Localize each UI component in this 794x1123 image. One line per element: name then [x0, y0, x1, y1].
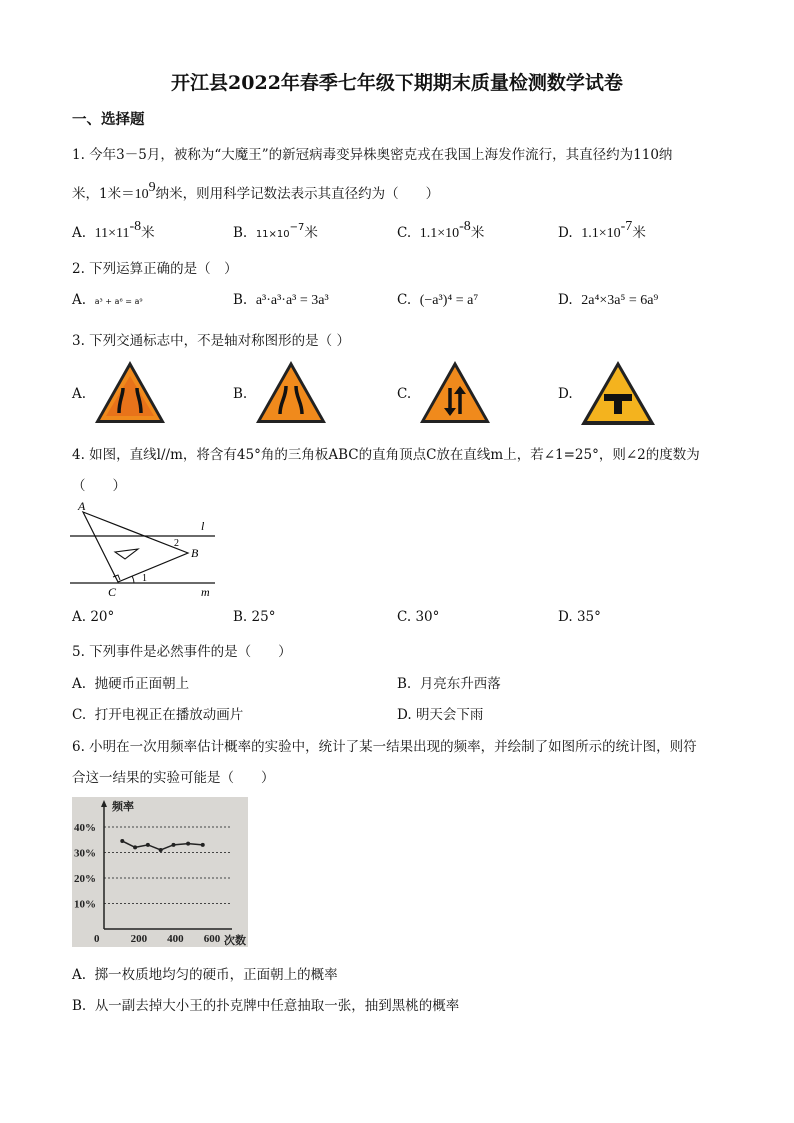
q5-option-d[interactable]: D. 明天会下雨	[397, 707, 484, 723]
y-axis-label: 频率	[112, 801, 134, 813]
data-point	[201, 843, 205, 847]
question-1-line-1: 1. 今年3－5月，被称为“大魔王”的新冠病毒变异株奥密克戎在我国上海发作流行，其直径约为110纳	[72, 147, 673, 163]
q2-option-b[interactable]: B. a³·a³·a³ = 3a³	[233, 292, 329, 308]
label-c: C	[108, 585, 117, 599]
q6-option-b[interactable]: B. 从一副去掉大小王的扑克牌中任意抽取一张，抽到黑桃的概率	[72, 998, 460, 1014]
x-tick-label: 600	[203, 933, 221, 945]
q3-option-b[interactable]: B.	[233, 386, 248, 402]
y-tick-label: 10%	[74, 898, 96, 911]
y-tick-label: 40%	[74, 822, 96, 834]
question-2-stem: 2. 下列运算正确的是（ ）	[72, 261, 238, 277]
data-point	[186, 842, 190, 846]
x-axis-label: 次数	[224, 935, 246, 947]
question-5-stem: 5. 下列事件是必然事件的是（ ）	[72, 644, 292, 660]
data-point	[146, 843, 150, 847]
q5-option-b[interactable]: B. 月亮东升西落	[397, 676, 501, 692]
q1-option-c[interactable]: C. $1.1\times 10^{-8}$米	[397, 219, 485, 241]
y-tick-label: 30%	[74, 847, 96, 860]
q2-option-a[interactable]: A. a³ + a⁶ = a⁹	[72, 292, 143, 308]
q1-option-d[interactable]: D. $1.1\times 10^{-7}$米	[558, 219, 646, 241]
traffic-sign-two-way-icon	[417, 358, 493, 426]
y-tick-label: 20%	[74, 873, 96, 885]
data-point	[133, 845, 137, 849]
traffic-sign-road-narrows-icon	[253, 358, 329, 426]
question-3-stem: 3. 下列交通标志中，不是轴对称图形的是（ ）	[72, 333, 350, 349]
traffic-sign-t-junction-icon	[578, 358, 658, 428]
q1-option-a[interactable]: A. $11\times 11^{-8}$米	[72, 219, 155, 241]
q4-option-c[interactable]: C. 30°	[397, 609, 440, 625]
question-1-line-2: 米，1米$=10^9$纳米，则用科学记数法表示其直径约为（ ）	[72, 180, 440, 202]
frequency-line-chart	[72, 797, 248, 947]
question-6-line-2: 合这一结果的实验可能是（ ）	[72, 770, 275, 786]
section-heading: 一、选择题	[72, 111, 145, 128]
q6-option-a[interactable]: A. 掷一枚质地均匀的硬币，正面朝上的概率	[72, 967, 338, 983]
q5-option-a[interactable]: A. 抛硬币正面朝上	[72, 676, 190, 692]
x-tick-label: 200	[130, 933, 148, 945]
q4-geometry-figure	[70, 498, 220, 600]
question-4-line-1: 4. 如图，直线l//m，将含有45°角的三角板ABC的直角顶点C放在直线m上，若∠1=25°，则∠2的度数为	[72, 447, 700, 463]
chart-background	[72, 797, 248, 947]
q4-option-a[interactable]: A. 20°	[72, 609, 115, 625]
q2-option-c[interactable]: C. (−a³)⁴ = a⁷	[397, 292, 479, 308]
x-tick-label: 0	[94, 933, 100, 945]
label-a: A	[78, 499, 86, 513]
q1-option-b[interactable]: B. $11\times 10^{-7}$米	[233, 222, 318, 241]
label-b: B	[191, 546, 199, 560]
label-angle-1: 1	[142, 573, 147, 584]
q5-option-c[interactable]: C. 打开电视正在播放动画片	[72, 707, 244, 723]
q4-option-b[interactable]: B. 25°	[233, 609, 276, 625]
data-point	[159, 848, 163, 852]
traffic-sign-road-narrows-both-icon	[92, 358, 168, 426]
triangle-abc	[83, 512, 188, 582]
q4-option-d[interactable]: D. 35°	[558, 609, 601, 625]
question-6-line-1: 6. 小明在一次用频率估计概率的实验中，统计了某一结果出现的频率，并绘制了如图所示的统计图，则符	[72, 739, 697, 755]
label-m: m	[201, 585, 210, 599]
question-4-line-2: （ ）	[72, 478, 126, 494]
q3-option-d: D.	[558, 386, 573, 402]
data-point	[171, 843, 175, 847]
data-point	[120, 839, 124, 843]
q3-option-c[interactable]: C.	[397, 386, 412, 402]
label-angle-2: 2	[174, 538, 179, 549]
x-tick-label: 400	[167, 933, 184, 945]
q3-option-a[interactable]: A.	[72, 386, 87, 402]
inner-triangle	[115, 549, 138, 559]
q2-option-d[interactable]: D. 2a⁴×3a⁵ = 6a⁹	[558, 292, 659, 308]
label-l: l	[201, 519, 205, 533]
page-title: 开江县2022年春季七年级下期期末质量检测数学试卷	[171, 72, 623, 94]
